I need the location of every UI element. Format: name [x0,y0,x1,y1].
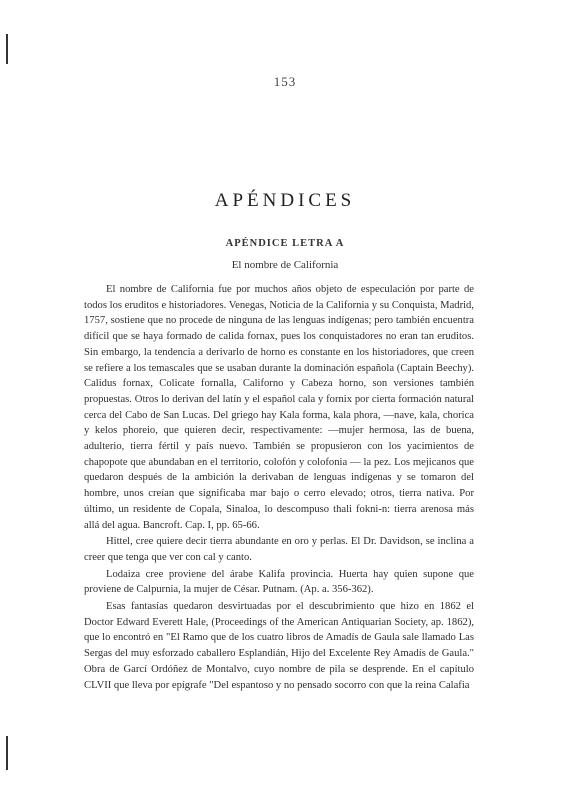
page-number: 153 [273,74,297,89]
section-title: El nombre de California [231,259,339,271]
paragraph-2: Hittel, cree quiere decir tierra abundante en oro y perlas. El Dr. Davidson, se inclina a creer que tenga que ver con cal y canto. [84,536,474,563]
paragraph-1: El nombre de California fue por muchos años objeto de especulación por parte de todos los eruditos e historiadores. Venegas, Noticia de la California y su Conquista, Madrid, 1757, sostiene que no procede de ninguna de las lenguas indígenas; pero también encuentra difícil que se haya formado de calida fornax, pues los conquistadores no eran tan eruditos. Sin embargo, la tendencia a derivarlo de horno es constante en los historiadores, que creen se refiere a los temascales que se usaban durante la dominación española (Captain Beechy). Calidus fornax, Colicate fornalla, Californo y Cabeza horno, son versiones también propuestas. Otros lo derivan del latín y el español cala y fornix por cierta formación natural cerca del Cabo de San Lucas. Del griego hay Kala forma, kala phora, —nave, kala, chorica y kelos phoreio, que quieren decir, respectivamente: —mujer hermosa, las de buena, adulterio, tierra fértil y país nuevo. También se propusieron con los yacimientos de chapopote que abundaban en el territorio, colofón y colofonia — la pez. Los mejicanos que quedaron después de la ambición la derivaban de lenguas indígenas y se tomaron del hombre, unos creían que significaba mar bajo o cerro elevado; otros, tierra nativa. Por último, un residente de Copala, Sinaloa, lo descompuso thali fokni-n: tierra arenosa más allá del agua. Bancroft. Cap. I, pp. 65-66. [84,284,474,531]
page-edge-mark-top [6,34,8,64]
appendix-label: APÉNDICE LETRA A [225,238,345,249]
paragraph-4: Esas fantasías quedaron desvirtuadas por el descubrimiento que hizo en 1862 el Doctor Edward Everett Hale, (Proceedings of the American Antiquarian Society, ap. 1862), que lo encontró en "El Ramo que de los cuatro libros de Amadís de Gaula sale llamado Las Sergas del muy esforzado caballero Esplandián, Hijo del Excelente Rey Amadís de Gaula." Obra de Garcí Ordóñez de Montalvo, cuyo nombre de pila se desprende. En el capítulo CLVII que lleva por epígrafe "Del espantoso y no pensado socorro con que la reina Calafia [84,601,474,691]
page-edge-mark-bottom [6,736,8,770]
main-title: APÉNDICES [214,190,356,211]
body-text [84,282,474,693]
paragraph-3: Lodaiza cree proviene del árabe Kalifa provincia. Huerta hay quien supone que proviene de Calpurnia, la mujer de César. Putnam. (Ap. a. 356-362). [84,568,474,596]
